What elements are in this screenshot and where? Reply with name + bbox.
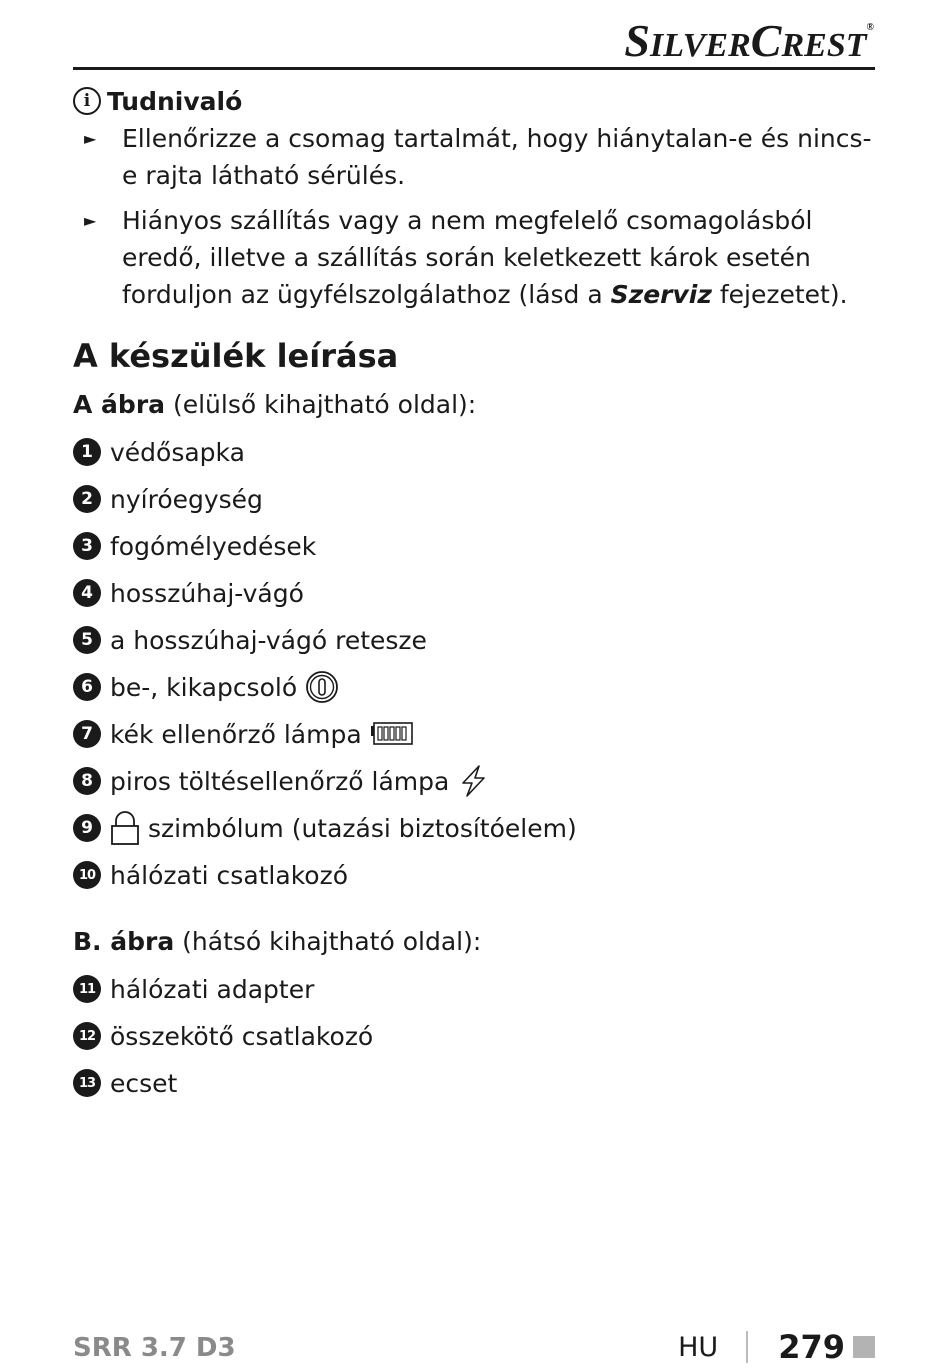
item-label: fogómélyedések (110, 531, 317, 561)
item-number: 12 (73, 1022, 101, 1050)
brand-logo: SILVERCREST® (624, 15, 874, 66)
model-number: SRR 3.7 D3 (73, 1333, 236, 1363)
item-number: 8 (73, 767, 101, 795)
item-label: ecset (110, 1068, 178, 1098)
list-item (73, 623, 427, 657)
list-item (73, 1066, 177, 1100)
list-item (73, 717, 414, 751)
item-number: 1 (73, 438, 101, 466)
figure-a-caption: A ábra (elülső kihajtható oldal): (73, 390, 477, 419)
item-label: piros töltésellenőrző lámpa (110, 766, 450, 796)
power-button-icon (305, 670, 339, 704)
list-item (73, 972, 314, 1006)
item-number: 10 (73, 861, 101, 889)
item-label: hálózati csatlakozó (110, 860, 349, 890)
list-item (73, 576, 304, 610)
note-bullet-text: Hiányos szállítás vagy a nem megfelelő csomagolásból eredő, illetve a szállítás során keletkezett károk esetén forduljon az ügyfélszolgálathoz (lásd a Szerviz fejezetet). (122, 206, 848, 309)
item-number: 6 (73, 673, 101, 701)
section-title: A készülék leírása (73, 337, 399, 375)
footer-divider (746, 1331, 748, 1363)
list-item (73, 529, 316, 563)
item-number: 5 (73, 626, 101, 654)
language-code: HU (678, 1331, 719, 1363)
list-item (73, 435, 245, 469)
figure-b-caption: B. ábra (hátsó kihajtható oldal): (73, 927, 482, 956)
info-icon: i (73, 87, 101, 115)
service-chapter-ref: Szerviz (610, 280, 712, 309)
header-rule (73, 67, 875, 70)
battery-icon (370, 722, 414, 746)
item-label: hálózati adapter (110, 974, 315, 1004)
item-label: be-, kikapcsoló (110, 672, 298, 702)
arrow-bullet-icon: ► (84, 211, 97, 230)
item-label: kék ellenőrző lámpa (110, 719, 362, 749)
item-label: hosszúhaj-vágó (110, 578, 304, 608)
item-number: 3 (73, 532, 101, 560)
page-number: 279 (778, 1328, 845, 1366)
item-number: 11 (73, 975, 101, 1003)
item-number: 4 (73, 579, 101, 607)
note-heading (73, 84, 242, 118)
item-number: 2 (73, 485, 101, 513)
note-title: Tudnivaló (107, 86, 243, 116)
lightning-icon (457, 764, 489, 798)
page-footer (678, 1326, 875, 1368)
item-number: 9 (73, 814, 101, 842)
list-item (73, 811, 577, 845)
item-label: szimbólum (utazási biztosítóelem) (148, 813, 577, 843)
list-item (73, 1019, 373, 1053)
item-number: 13 (73, 1069, 101, 1097)
item-label: a hosszúhaj-vágó retesze (110, 625, 427, 655)
item-number: 7 (73, 720, 101, 748)
arrow-bullet-icon: ► (84, 129, 97, 148)
list-item (73, 670, 339, 704)
lock-icon (110, 810, 140, 846)
note-bullet-text: Ellenőrizze a csomag tartalmát, hogy hiánytalan-e és nincs-e rajta látható sérülés. (122, 124, 872, 190)
item-label: összekötő csatlakozó (110, 1021, 374, 1051)
list-item (73, 482, 263, 516)
page-marker (853, 1336, 875, 1358)
list-item (73, 858, 348, 892)
list-item (73, 764, 489, 798)
item-label: nyíróegység (110, 484, 263, 514)
item-label: védősapka (110, 437, 245, 467)
